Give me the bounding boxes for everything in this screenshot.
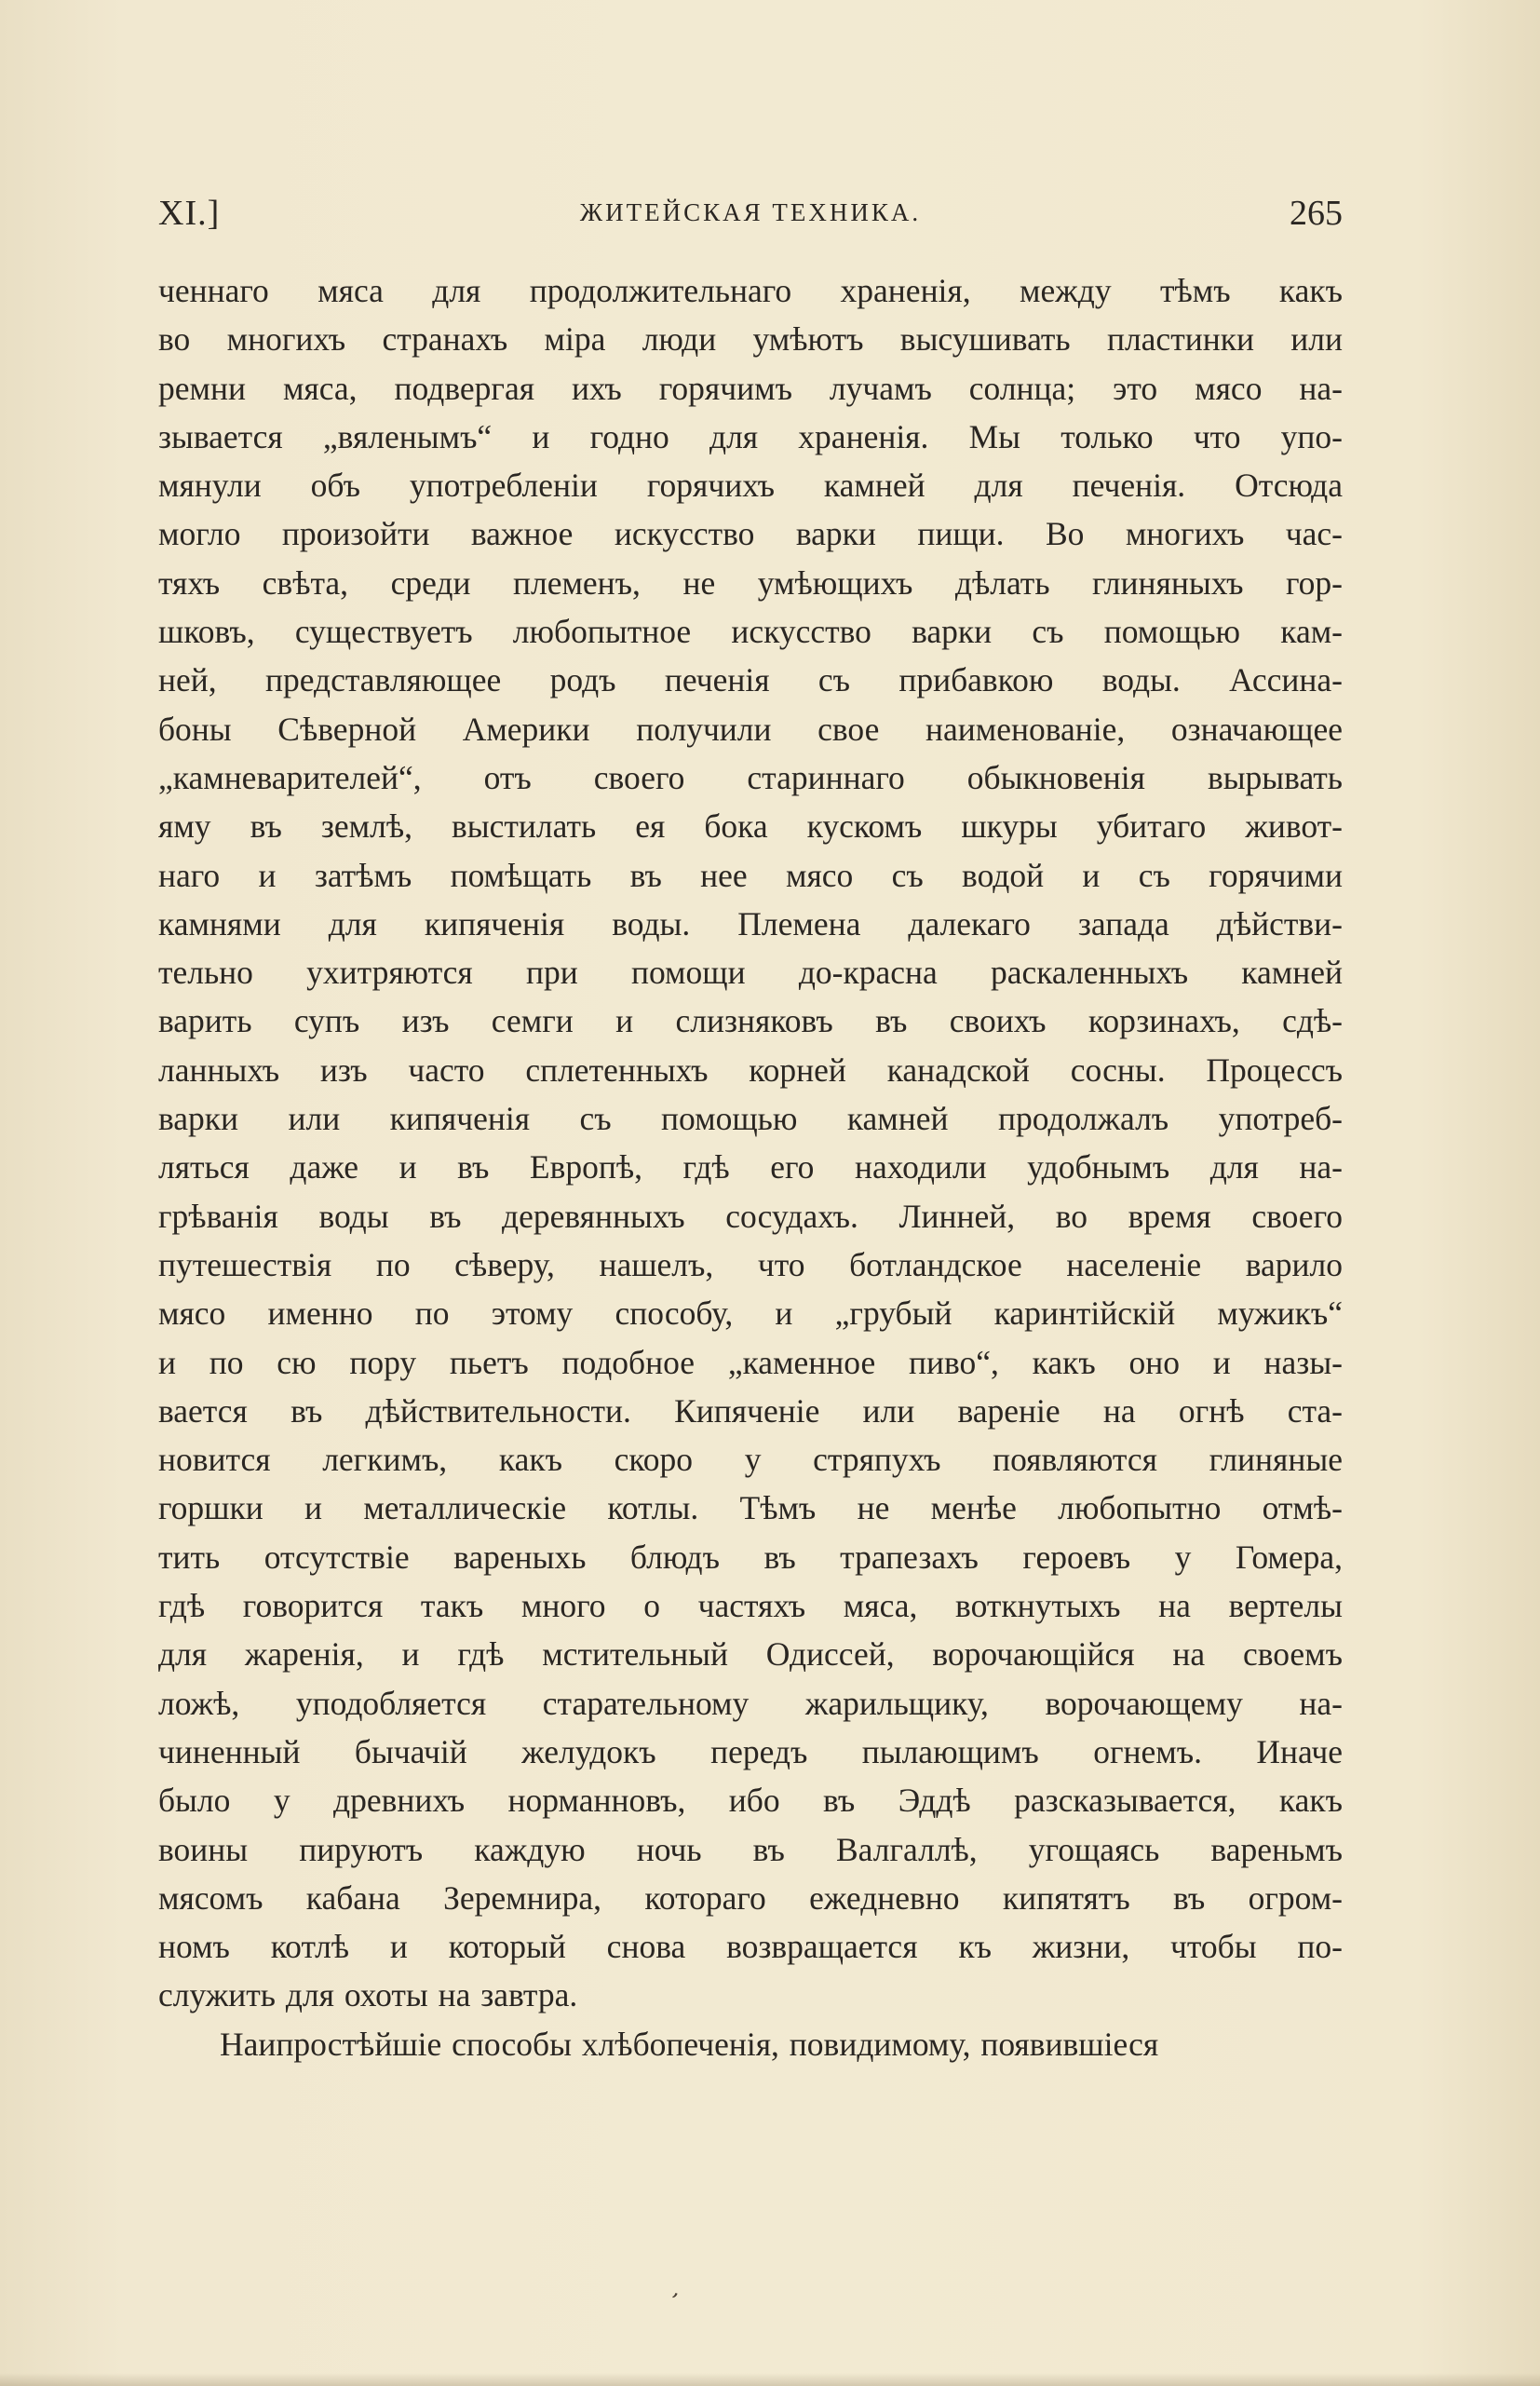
text-line: мянули объ употребленіи горячихъ камней для печенія. Отсюда	[158, 467, 1343, 505]
text-line: камнями для кипяченія воды. Племена далекаго запада дѣйстви-	[158, 904, 1343, 942]
text-line: было у древнихъ норманновъ, ибо въ Эддѣ разсказывается, какъ	[158, 1782, 1343, 1820]
text-line: горшки и металлическіе котлы. Тѣмъ не менѣе любопытно отмѣ-	[158, 1489, 1343, 1527]
paragraph-end-line: служить для охоты на завтра.	[158, 1976, 578, 2014]
chapter-marker: XI.]	[158, 194, 221, 233]
text-line: вается въ дѣйствительности. Кипяченіе или вареніе на огнѣ ста-	[158, 1391, 1343, 1430]
text-line: мясо именно по этому способу, и „грубый каринтійскій мужикъ“	[158, 1295, 1343, 1333]
text-line: ченнаго мяса для продолжительнаго храненія, между тѣмъ какъ	[158, 272, 1343, 309]
text-line: гдѣ говорится такъ много о частяхъ мяса, воткнутыхъ на вертелы	[158, 1587, 1343, 1625]
text-line: воины пируютъ каждую ночь въ Валгаллѣ, угощаясь вареньмъ	[158, 1830, 1343, 1868]
text-line: зывается „вяленымъ“ и годно для храненія. Мы только что упо-	[158, 417, 1343, 455]
page-number: 265	[1290, 194, 1343, 233]
text-line: тельно ухитряются при помощи до-красна раскаленныхъ камней	[158, 954, 1343, 992]
text-line: ней, представляющее родъ печенія съ прибавкою воды. Ассина-	[158, 661, 1343, 699]
text-line: варить супъ изъ семги и слизняковъ въ своихъ корзинахъ, сдѣ-	[158, 1002, 1343, 1040]
text-line: номъ котлѣ и который снова возвращается къ жизни, чтобы по-	[158, 1928, 1343, 1966]
text-line: путешествія по сѣверу, нашелъ, что ботландское населеніе варило	[158, 1245, 1343, 1283]
text-line: грѣванія воды въ деревянныхъ сосудахъ. Линней, во время своего	[158, 1197, 1343, 1235]
paragraph-start-line: Наипростѣйшіе способы хлѣбопеченія, повидимому, появившіеся	[220, 2025, 1159, 2063]
text-line: „камневарителей“, отъ своего стариннаго обыкновенія вырывать	[158, 758, 1343, 796]
text-line: наго и затѣмъ помѣщать въ нее мясо съ водой и съ горячими	[158, 856, 1343, 894]
text-line: во многихъ странахъ міра люди умѣютъ высушивать пластинки или	[158, 320, 1343, 359]
text-line: новится легкимъ, какъ скоро у стряпухъ появляются глиняные	[158, 1441, 1343, 1479]
text-line: тить отсутствіе вареныхь блюдъ въ трапезахъ героевъ у Гомера,	[158, 1538, 1343, 1576]
text-line: ляться даже и въ Европѣ, гдѣ его находили удобнымъ для на-	[158, 1148, 1343, 1186]
text-line: ланныхъ изъ часто сплетенныхъ корней канадской сосны. Процессъ	[158, 1051, 1343, 1089]
text-line: и по сю пору пьетъ подобное „каменное пиво“, какъ оно и назы-	[158, 1343, 1343, 1381]
text-line: ремни мяса, подвергая ихъ горячимъ лучамъ солнца; это мясо на-	[158, 369, 1343, 407]
text-line: яму въ землѣ, выстилать ея бока кускомъ шкуры убитаго живот-	[158, 807, 1343, 846]
ink-speck: ʼ	[664, 2287, 681, 2315]
text-line: шковъ, существуетъ любопытное искусство варки съ помощью кам-	[158, 613, 1343, 651]
page-bottom-edge	[0, 2373, 1540, 2386]
text-line: тяхъ свѣта, среди племенъ, не умѣющихъ дѣлать глиняныхъ гор-	[158, 563, 1343, 602]
text-line: варки или кипяченія съ помощью камней продолжалъ употреб-	[158, 1100, 1343, 1138]
text-line: ложѣ, уподобляется старательному жарильщику, ворочающему на-	[158, 1684, 1343, 1722]
text-line: боны Сѣверной Америки получили свое наименованіе, означающее	[158, 710, 1343, 748]
text-line: для жаренія, и гдѣ мстительный Одиссей, ворочающійся на своемъ	[158, 1635, 1343, 1674]
running-title: ЖИТЕЙСКАЯ ТЕХНИКА.	[579, 198, 922, 226]
text-line: чиненный бычачій желудокъ передъ пылающимъ огнемъ. Иначе	[158, 1732, 1343, 1770]
text-line: могло произойти важное искусство варки пищи. Во многихъ час-	[158, 515, 1343, 553]
page-header	[158, 193, 1343, 237]
body-text	[158, 266, 1343, 2068]
text-line: мясомъ кабана Зеремнира, котораго ежедневно кипятятъ въ огром-	[158, 1878, 1343, 1917]
